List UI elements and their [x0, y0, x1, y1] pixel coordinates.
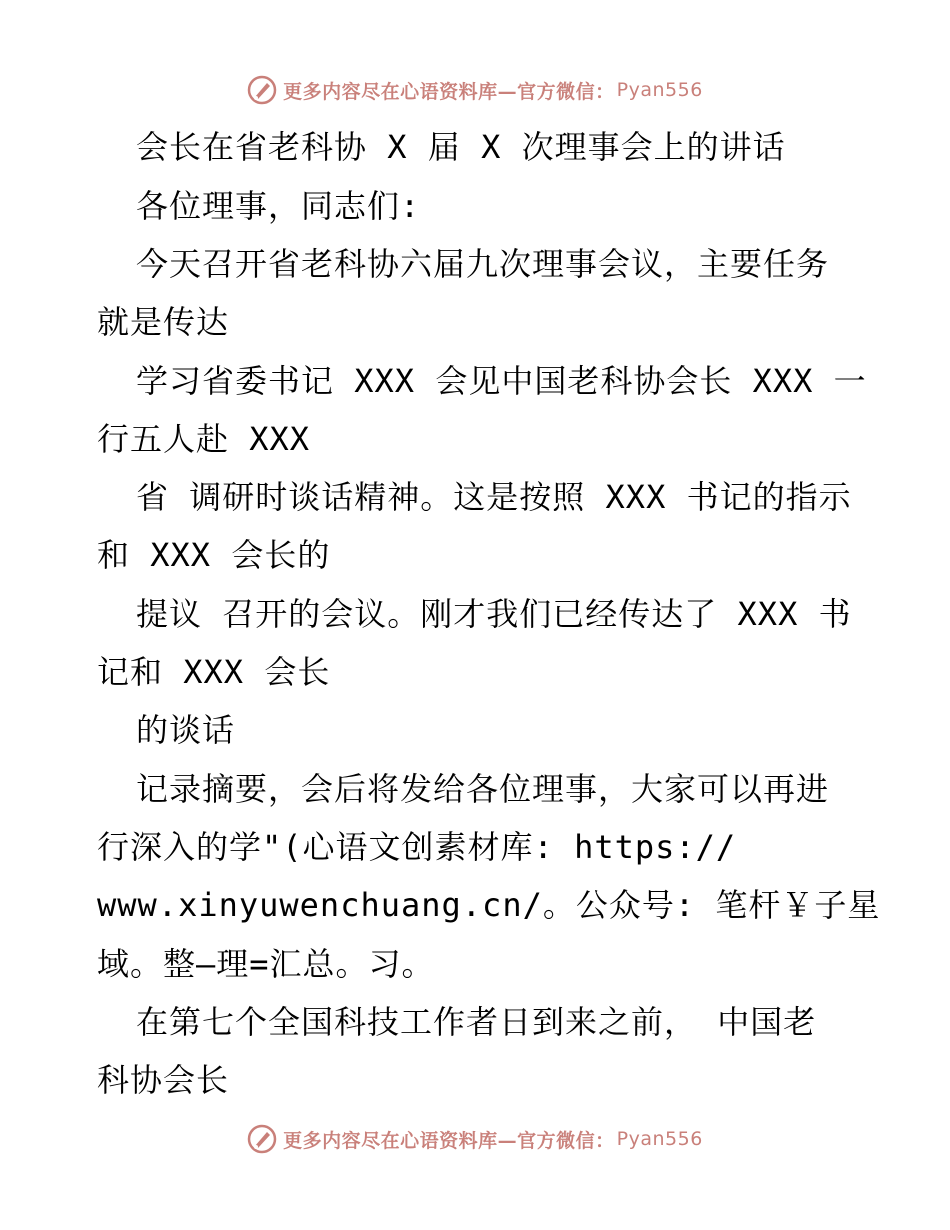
paragraph-line: 省 调研时谈话精神。这是按照 XXX 书记的指示: [136, 478, 852, 516]
pen-logo-icon: [247, 75, 277, 105]
footer-watermark-banner: [0, 1119, 950, 1159]
salutation: 各位理事，同志们:: [136, 187, 421, 225]
paragraph-line: 提议 召开的会议。刚才我们已经传达了 XXX 书: [136, 595, 852, 633]
paragraph-line: 今天召开省老科协六届九次理事会议，主要任务: [136, 245, 830, 283]
banner-text: 更多内容尽在心语资料库—官方微信：: [283, 1129, 615, 1152]
pen-logo-icon: [247, 1124, 277, 1154]
paragraph-line: 在第七个全国科技工作者日到来之前， 中国老: [136, 1003, 817, 1041]
header-watermark-banner: [0, 70, 950, 110]
banner-wechat-id: Pyan556: [616, 1128, 703, 1150]
paragraph-line: 记录摘要，会后将发给各位理事，大家可以再进: [136, 770, 830, 808]
paragraph-line: 科协会长: [97, 1061, 230, 1099]
paragraph-line: 域。整—理=汇总。习。: [97, 945, 435, 983]
banner-wechat-id: Pyan556: [616, 79, 703, 101]
paragraph-line: 行五人赴 XXX: [97, 420, 311, 458]
paragraph-line: 记和 XXX 会长: [97, 653, 331, 691]
paragraph-line: 就是传达: [97, 303, 230, 341]
paragraph-line: 学习省委书记 XXX 会见中国老科协会长 XXX 一: [136, 362, 867, 400]
document-title: 会长在省老科协 X 届 X 次理事会上的讲话: [136, 128, 786, 166]
paragraph-line: 行深入的学"(心语文创素材库: https://: [97, 828, 737, 866]
paragraph-line: 的谈话: [136, 711, 236, 749]
paragraph-line: 和 XXX 会长的: [97, 536, 331, 574]
banner-text: 更多内容尽在心语资料库—官方微信：: [283, 80, 615, 103]
paragraph-line: www.xinyuwenchuang.cn/。公众号: 笔杆￥子星: [97, 886, 881, 924]
